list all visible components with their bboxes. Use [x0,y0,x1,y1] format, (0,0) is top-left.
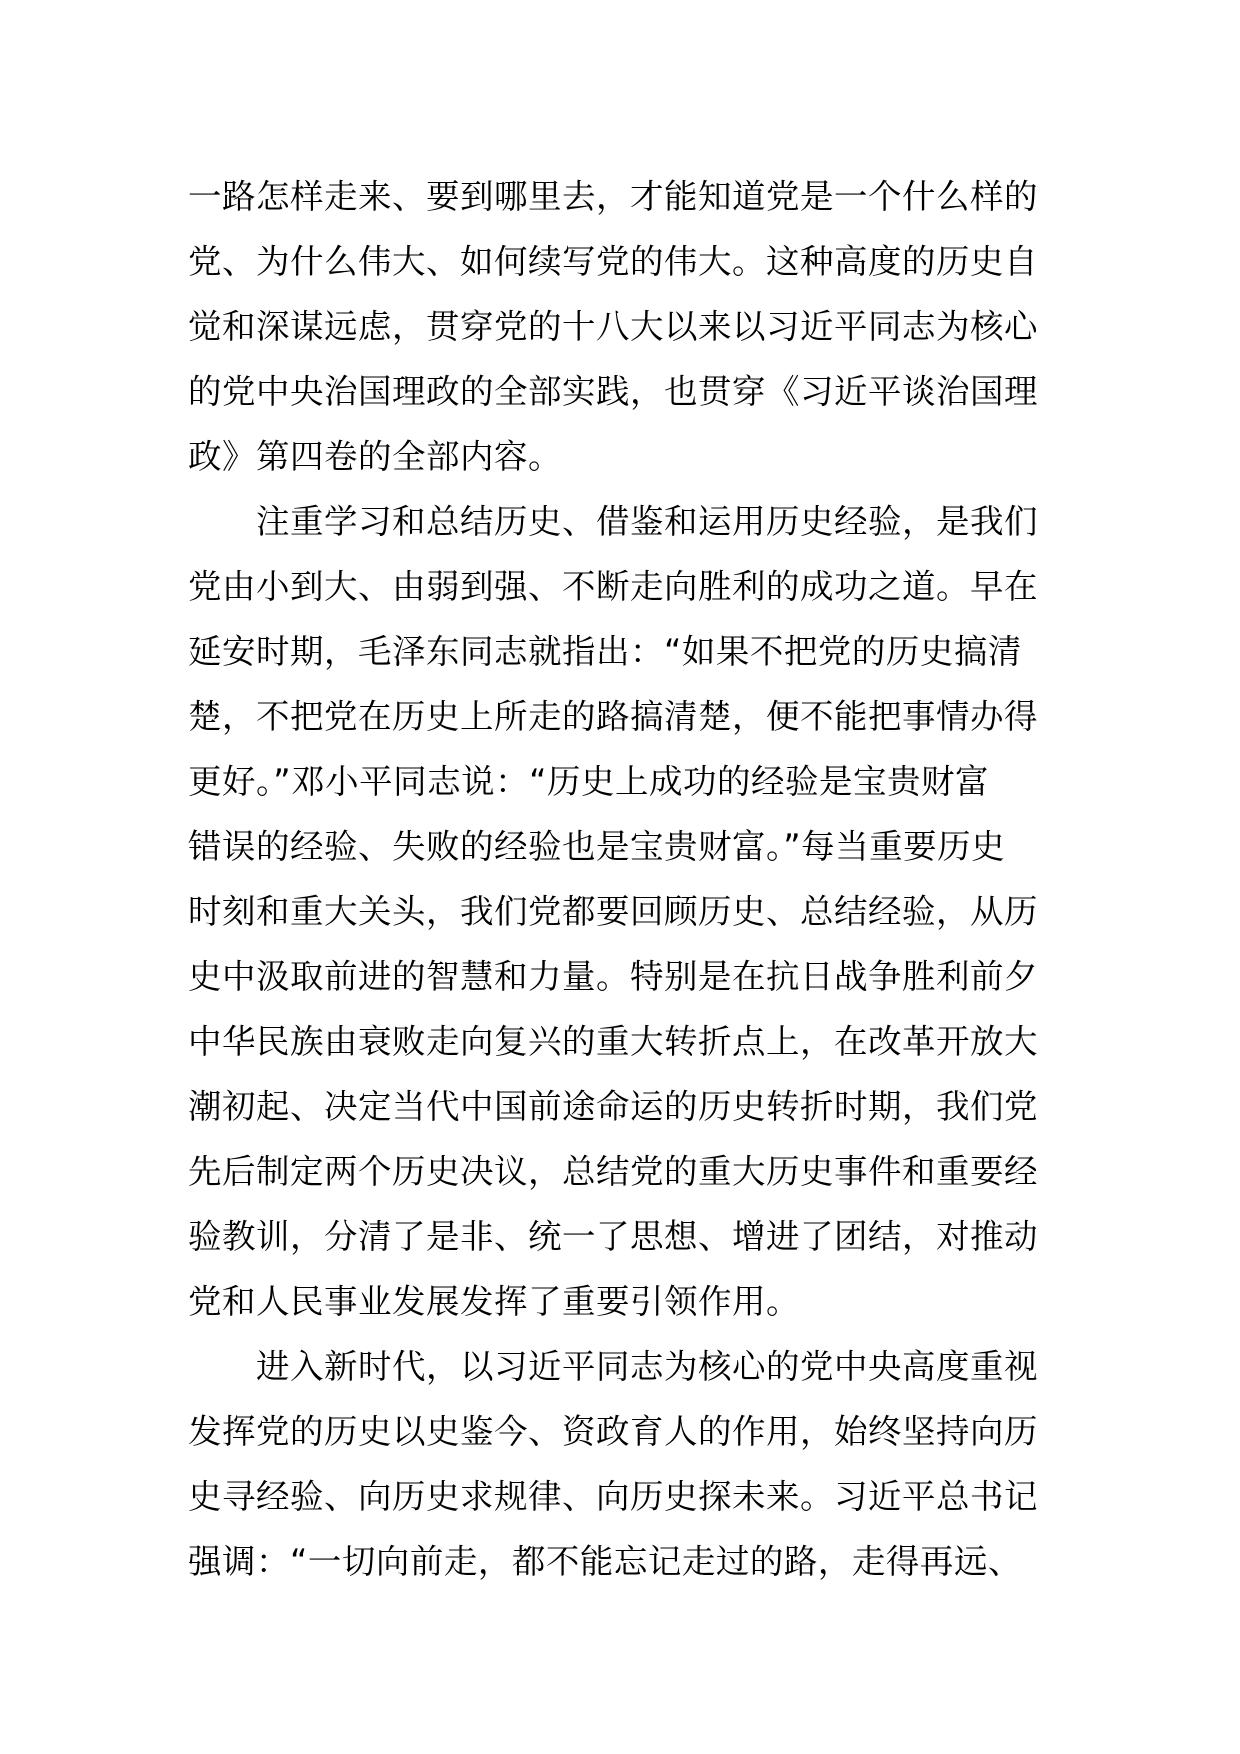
text-line: 潮初起、决定当代中国前途命运的历史转折时期，我们党 [188,1087,1038,1126]
text-line: 中华民族由衰败走向复兴的重大转折点上，在改革开放大 [188,1022,1038,1061]
text-line: 史寻经验、向历史求规律、向历史探未来。习近平总书记 [188,1477,1038,1516]
text-line: 党和人民事业发展发挥了重要引领作用。 [188,1282,800,1321]
text-line: 一路怎样走来、要到哪里去，才能知道党是一个什么样的 [188,177,1038,216]
text-line: 更好。”邓小平同志说：“历史上成功的经验是宝贵财富 [188,762,989,801]
text-line: 验教训，分清了是非、统一了思想、增进了团结，对推动 [188,1217,1038,1256]
text-line: 的党中央治国理政的全部实践，也贯穿《习近平谈治国理 [188,372,1038,411]
text-line: 觉和深谋远虑，贯穿党的十八大以来以习近平同志为核心 [188,307,1038,346]
text-line: 进入新时代，以习近平同志为核心的党中央高度重视 [188,1347,1038,1386]
text-line: 延安时期，毛泽东同志就指出：“如果不把党的历史搞清 [188,632,1022,671]
text-line: 发挥党的历史以史鉴今、资政育人的作用，始终坚持向历 [188,1412,1038,1451]
body-text [188,164,1058,1594]
text-line: 强调：“一切向前走，都不能忘记走过的路，走得再远、 [188,1542,1022,1581]
text-line: 时刻和重大关头，我们党都要回顾历史、总结经验，从历 [188,892,1038,931]
text-line: 政》第四卷的全部内容。 [188,437,562,476]
text-line: 史中汲取前进的智慧和力量。特别是在抗日战争胜利前夕 [188,957,1038,996]
text-line: 注重学习和总结历史、借鉴和运用历史经验，是我们 [188,502,1038,541]
text-line: 错误的经验、失败的经验也是宝贵财富。”每当重要历史 [188,827,1006,866]
text-line: 先后制定两个历史决议，总结党的重大历史事件和重要经 [188,1152,1038,1191]
text-line: 党由小到大、由弱到强、不断走向胜利的成功之道。早在 [188,567,1038,606]
text-line: 楚，不把党在历史上所走的路搞清楚，便不能把事情办得 [188,697,1038,736]
text-line: 党、为什么伟大、如何续写党的伟大。这种高度的历史自 [188,242,1038,281]
